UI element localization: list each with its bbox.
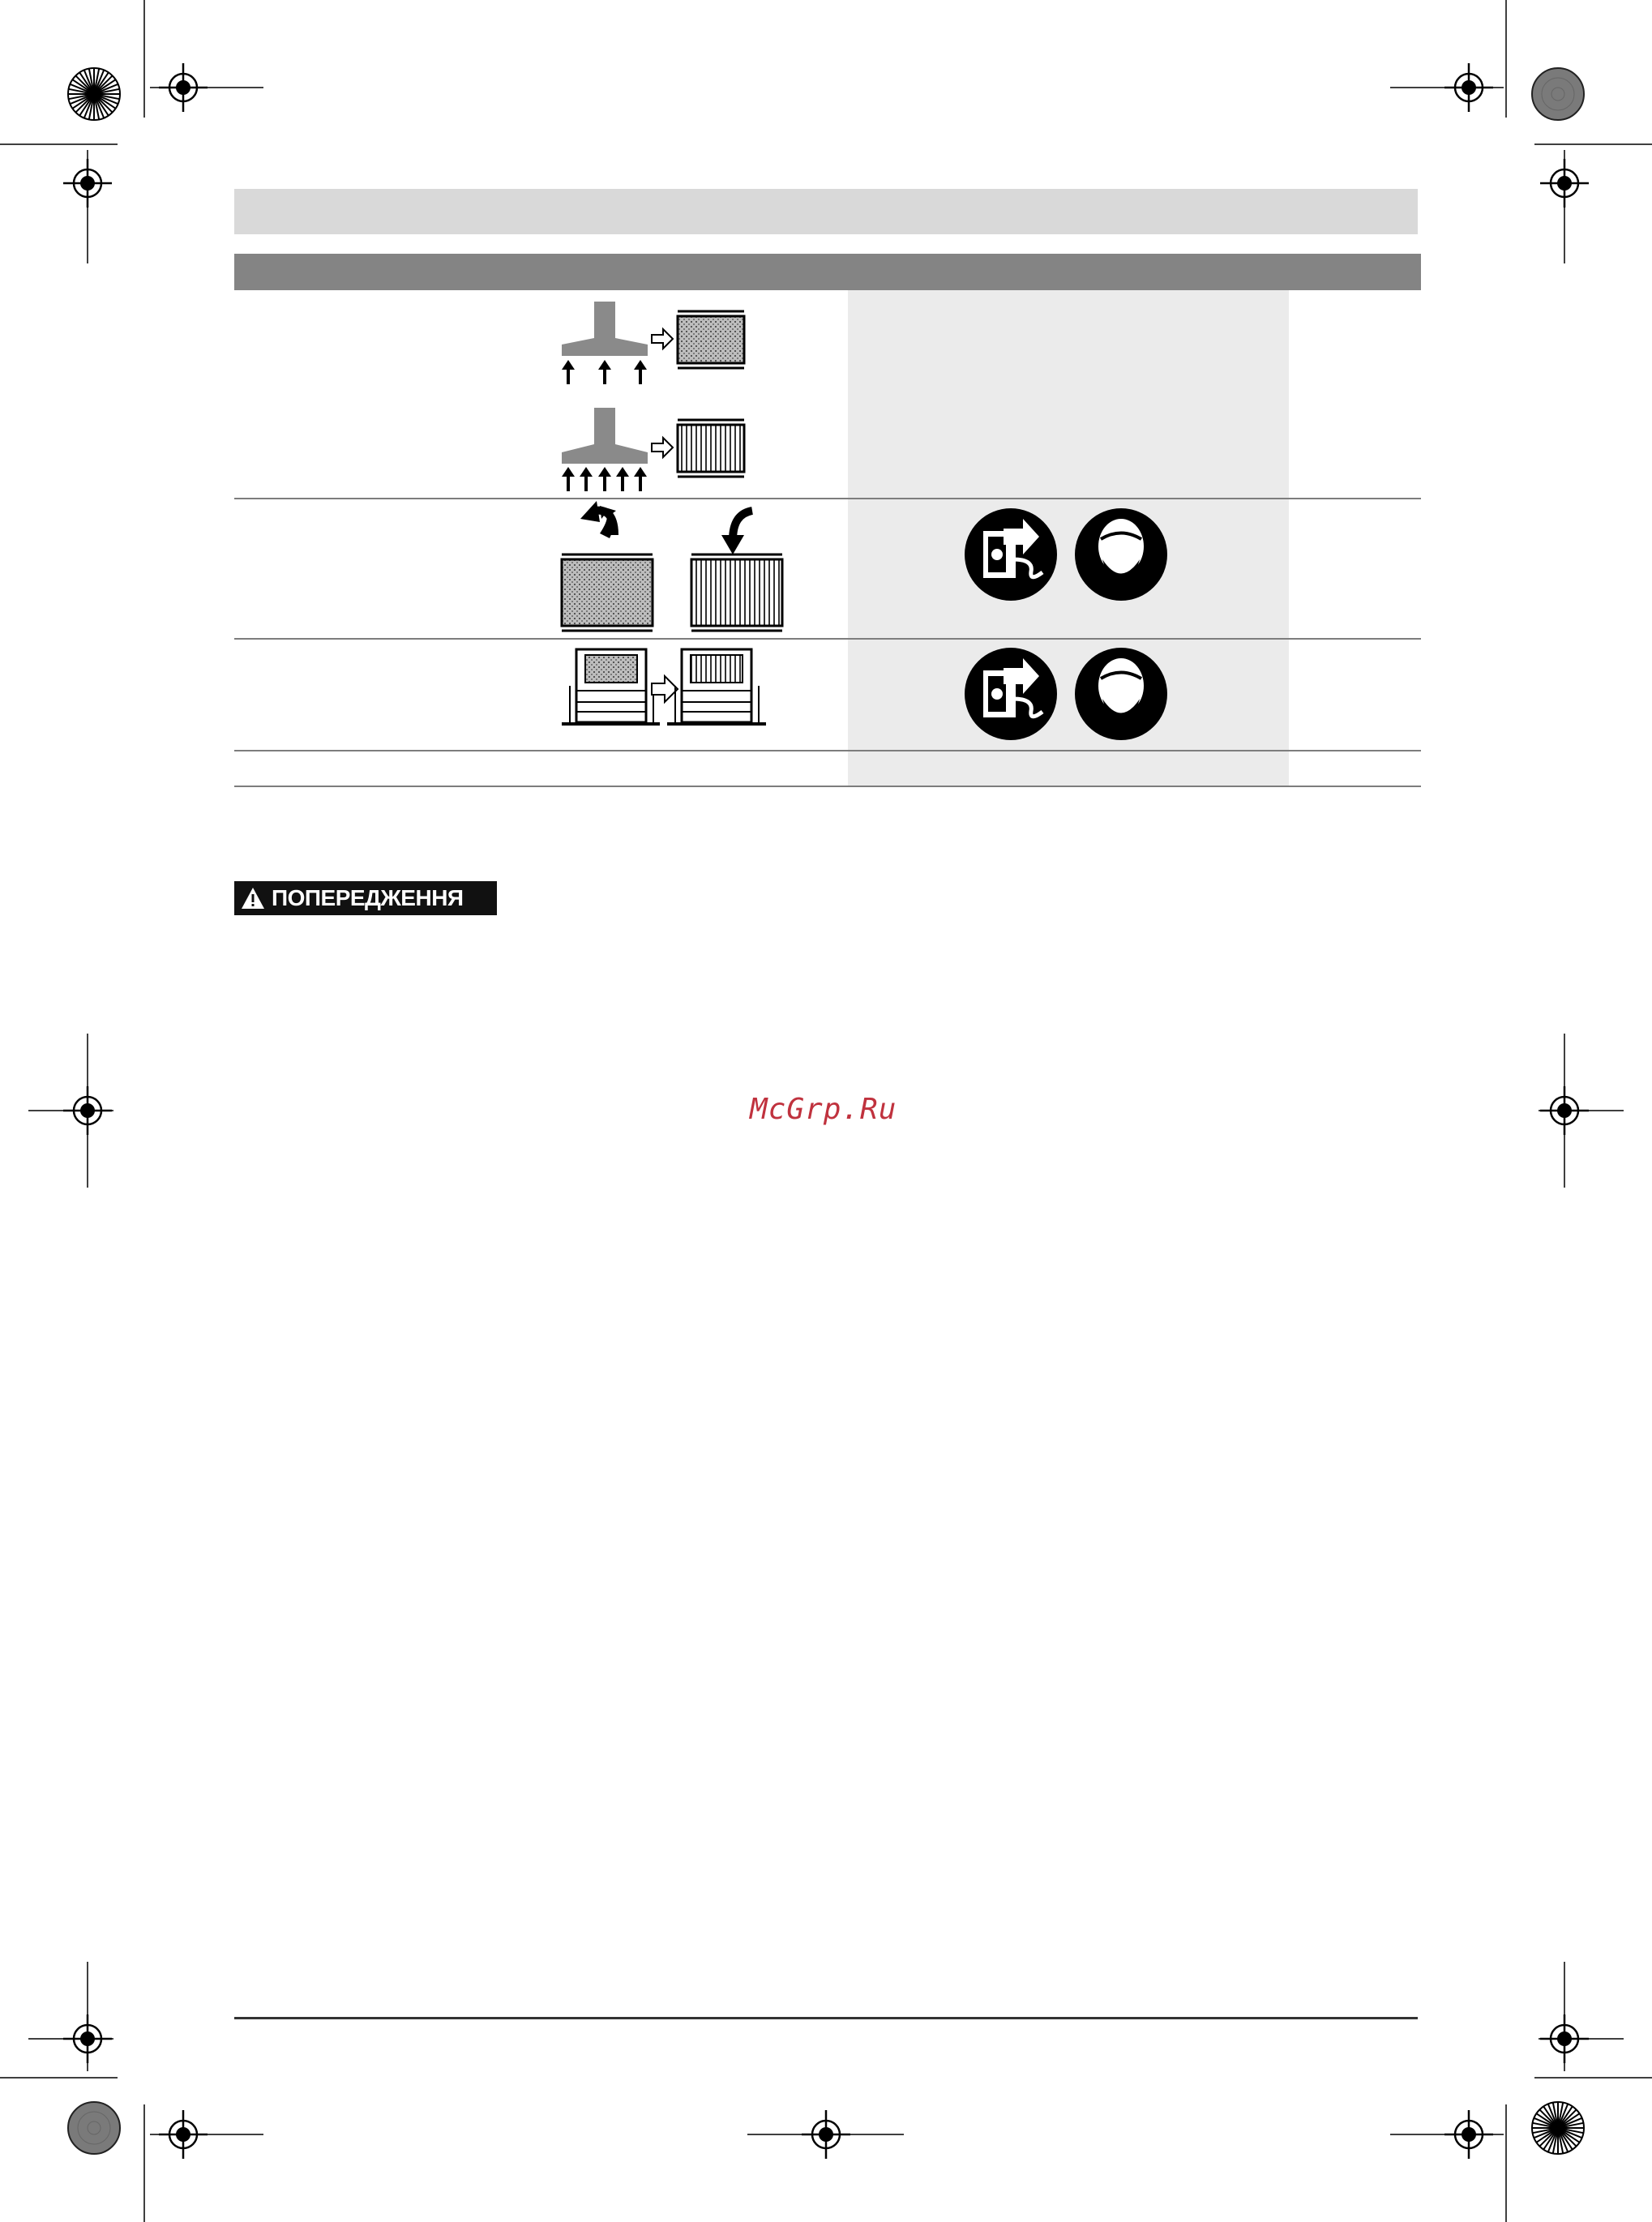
insert-arrow-icon	[721, 511, 752, 554]
unplug-icon	[965, 648, 1057, 740]
warning-label: ПОПЕРЕДЖЕННЯ	[272, 885, 464, 910]
dirty-filter-icon	[678, 311, 744, 368]
dust-mask-icon	[1075, 508, 1167, 601]
hood-airflow-low-icon	[562, 302, 648, 384]
dust-mask-icon	[1075, 648, 1167, 740]
unplug-icon	[965, 508, 1057, 601]
clean-filter-icon	[678, 420, 744, 477]
watermark: McGrp.Ru	[750, 1093, 897, 1126]
filter-unit-dirty-icon	[562, 649, 660, 726]
filter-unit-clean-icon	[667, 649, 766, 726]
warning-badge	[234, 881, 497, 915]
footer-rule	[234, 2017, 1418, 2019]
dirty-filter-icon	[562, 554, 653, 631]
clean-filter-icon	[691, 554, 782, 631]
hood-airflow-high-icon	[562, 408, 648, 491]
warning-triangle-icon	[241, 887, 265, 910]
